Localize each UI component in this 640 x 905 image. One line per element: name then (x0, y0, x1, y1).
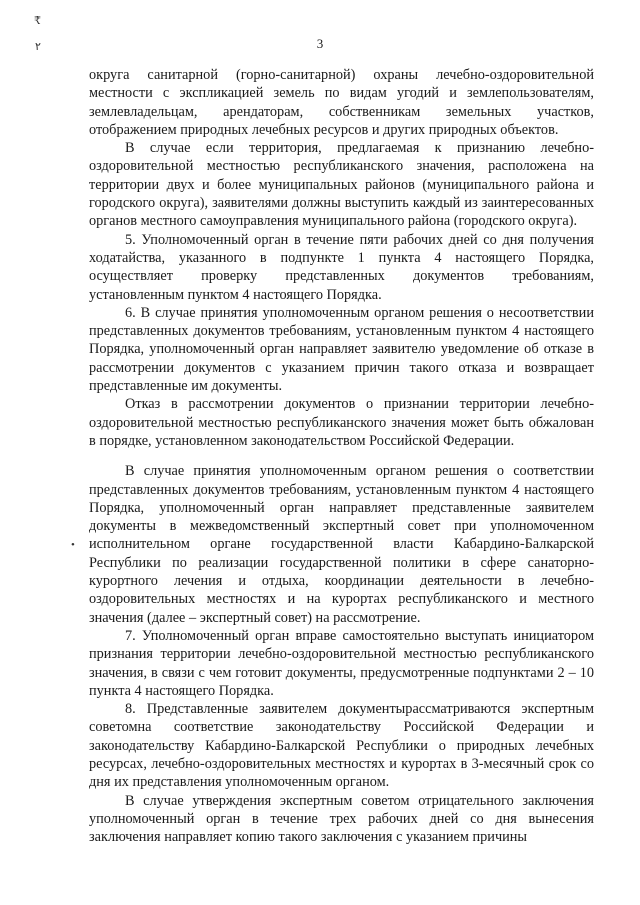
margin-mark-second: ٢ (35, 41, 41, 53)
paragraph-item-6: 6. В случае принятия уполномоченным органом решения о несоответствии представленных документов требованиям, установленным пунктом 4 настоящего Порядка, уполномоченный орган направляет заявителю уведомление об отказе в рассмотрении документов с указанием причин такого отказа и возвращает представленные им документы. (89, 304, 594, 395)
paragraph-continuation: округа санитарной (горно-санитарной) охраны лечебно-оздоровительной местности с экспликацией земель по видам угодий и землепользователям, землевладельцам, арендаторам, собственникам земельных участков, отображением природных лечебных ресурсов и других природных объектов. (89, 67, 594, 138)
paragraph-item-5: 5. Уполномоченный орган в течение пяти рабочих дней со дня получения ходатайства, указанного в подпункте 1 пункта 4 настоящего Порядка, осуществляет проверку представленных документов требованиям, установленным пунктом 4 настоящего Порядка. (89, 231, 594, 303)
page-number: 3 (316, 36, 324, 51)
paragraph-multiple-districts: В случае если территория, предлагаемая к признанию лечебно-оздоровительной местностью республиканского значения, расположена на территории двух и более муниципальных районов (муниципального района и городского округа), заявителями должны выступить каждый из заинтересованных органов местного самоуправления муниципального района (городского округа). (89, 140, 594, 230)
paragraph-conformity-decision: В случае принятия уполномоченным органом решения о соответствии представленных документов требованиям, установленным пунктом 4 настоящего Порядка, уполномоченный орган направляет представленные заявителем документы в межведомственный экспертный совет при уполномоченном исполнительном органе государственной власти Кабардино-Балкарской Республики по реализации государственной политики в сфере санаторно-курортного лечения и отдыха, координации деятельности в лечебно-оздоровительных местностях и на курортах республиканского и местного значения (далее – экспертный совет) на рассмотрение. (89, 463, 594, 626)
margin-mark-top: ₹ (34, 15, 41, 27)
paragraph-item-7: 7. Уполномоченный орган вправе самостоятельно выступать инициатором признания территории лечебно-оздоровительной местностью республиканского значения, в связи с чем готовит документы, предусмотренные подпунктами 2 – 10 пункта 4 настоящего Порядка. (89, 627, 594, 699)
paragraph-negative-conclusion: В случае утверждения экспертным советом отрицательного заключения уполномоченный орган в течение трех рабочих дней со дня вынесения заключения направляет копию такого заключения с указанием причины (89, 792, 594, 846)
paragraph-item-8: 8. Представленные заявителем документырассматриваются экспертным советомна соответствие законодательству Российской Федерации и законодательству Кабардино-Балкарской Республики о природных лечебных ресурсах, лечебно-оздоровительных местностях и курортах в 3-месячный срок со дня их представления уполномоченным органом. (89, 701, 594, 791)
document-body (89, 66, 594, 846)
paragraph-refusal-appeal: Отказ в рассмотрении документов о признании территории лечебно-оздоровительной местностью республиканского значения может быть обжалован в порядке, установленном законодательством Российской Федерации. (89, 396, 594, 449)
margin-mark-dot: • (71, 539, 75, 551)
